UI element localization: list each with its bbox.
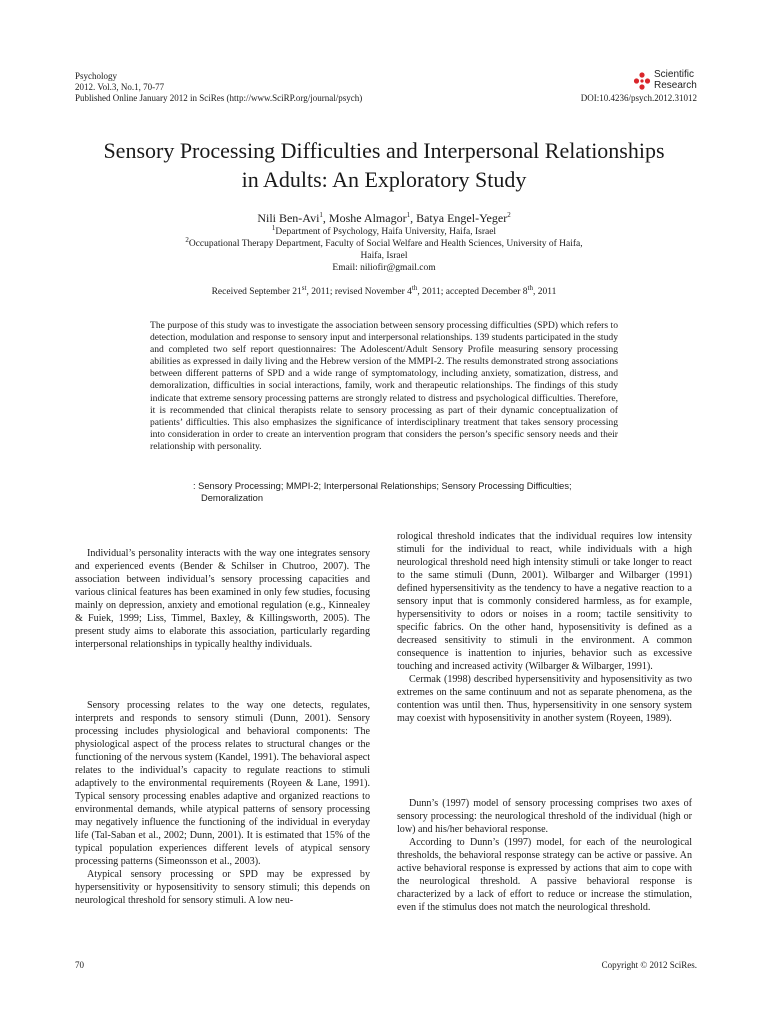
logo-mark-icon bbox=[632, 71, 652, 91]
keywords bbox=[193, 480, 613, 504]
journal-volume: 2012. Vol.3, No.1, 70-77 bbox=[75, 82, 165, 92]
keywords-line-2: Demoralization bbox=[201, 493, 264, 503]
affiliation-2: $^2$Occupational Therapy Department, Faculty of Social Welfare and Health Sciences, University of Haifa, bbox=[185, 235, 583, 249]
affiliations bbox=[60, 223, 708, 274]
author-sep: , bbox=[322, 211, 329, 225]
copyright: Copyright © 2012 SciRes. bbox=[601, 960, 697, 970]
paper-title bbox=[60, 136, 708, 194]
author-email: Email: niliofir@gmail.com bbox=[332, 263, 436, 273]
title-line-2: in Adults: An Exploratory Study bbox=[241, 167, 527, 192]
right-column-top bbox=[397, 530, 692, 725]
left-column-intro bbox=[75, 547, 370, 651]
abstract: The purpose of this study was to investigate the association between sensory processing difficulties (SPD) which refers to detection, modulation and response to sensory input and interpersonal relationships. 139 students participated in the study and completed two self report questionnaires: The Adolescent/Adult Sensory Profile measuring sensory processing abilities as expressed in daily living and the Hebrew version of the MMPI-2. The results demonstrated strong associations between different patterns of SPD and a wide range of symptomatology, including anxiety, somatization, distress, and demoralization, difficulties in social interactions, family, work and therapeutic relationships. The findings of this study indicate that extreme sensory processing patterns are strongly related to distress and psychological difficulties. Therefore, it is recommended that clinical therapists relate to sensory processing as part of their dynamic conceptualization of patients’ difficulties. This also emphasizes the significance of interdisciplinary treatment that takes sensory processing into consideration in order to create an intervention program that considers the person’s specific sensory needs and their relationship with personality. bbox=[150, 320, 618, 452]
doi: DOI:10.4236/psych.2012.31012 bbox=[580, 93, 697, 103]
author-name: Nili Ben-Avi bbox=[257, 211, 320, 225]
author-sep: , bbox=[410, 211, 417, 225]
title-line-1: Sensory Processing Difficulties and Interpersonal Relationships bbox=[103, 138, 665, 163]
journal-header bbox=[75, 71, 362, 104]
paragraph: According to Dunn’s (1997) model, for each of the neurological thresholds, the behavioral response strategy can be active or passive. An active behavioral response is expressed by actions that aim to cope with the neurological threshold. A passive behavioral response is characterized by a lack of effort to reduce or increase the stimulation, even if the stimulus does not match the neurological threshold. bbox=[397, 837, 692, 913]
received-dates: Received September 21st, 2011; revised November 4th, 2011; accepted December 8th, 2011 bbox=[211, 283, 557, 297]
paragraph: Atypical sensory processing or SPD may be expressed by hypersensitivity or hyposensitivity to sensory stimuli; this depends on neurological threshold for sensory stimuli. A low neu- bbox=[75, 869, 370, 906]
paragraph: Individual’s personality interacts with the way one integrates sensory and experienced events (Bender & Schilser in Chutroo, 2007). The association between individual’s sensory processing capacities and various clinical features has been examined in only few studies, focusing mainly on depression, anxiety and emotional regulation (e.g., Kinnealey & Fuiek, 1999; Liss, Timmel, Baxley, & Killingsworth, 2005). The present study aims to elaborate this association, particularly regarding interpersonal relationships in typically healthy individuals. bbox=[75, 548, 370, 650]
paragraph: Sensory processing relates to the way one detects, regulates, interprets and responds to sensory stimuli (Dunn, 2001). Sensory processing includes physiological and behavioral components: The physiological aspect of the process relates to structural changes or the functioning of the nervous system (Kandel, 1991). The behavioral aspect relates to the individual’s capacity to regulate reactions to stimuli adaptively to the environmental requirements (Royeen & Lane, 1991). Typical sensory processing enables adaptive and organized reactions to environmental demands, while atypical patterns of sensory processing may negatively influence the functioning of the individual in everyday life (Tal-Saban et al., 2002; Dunn, 2001). It is estimated that 15% of the typical population experiences different levels of atypical sensory processing patterns (Simeonsson et al., 2003). bbox=[75, 700, 370, 867]
author-sup: 2 bbox=[507, 211, 511, 219]
affiliation-2-cont: Haifa, Israel bbox=[360, 251, 408, 261]
author-sup: 1 bbox=[406, 211, 411, 219]
paragraph: Cermak (1998) described hypersensitivity and hyposensitivity as two extremes on the same continuum and not as separate phenomena, as the contention was until then. Thus, hypersensitivity in one sensory system may coexist with hyposensitivity in another system (Royeen, 1989). bbox=[397, 674, 692, 724]
author-name: Batya Engel-Yeger bbox=[416, 211, 508, 225]
page-number: 70 bbox=[75, 960, 84, 970]
author-list bbox=[60, 211, 708, 226]
logo-line-2: Research bbox=[654, 80, 697, 91]
journal-name: Psychology bbox=[75, 71, 118, 81]
right-column-bottom bbox=[397, 797, 692, 914]
author-sup: 1 bbox=[319, 211, 323, 219]
journal-published: Published Online January 2012 in SciRes (http://www.SciRP.org/journal/psych) bbox=[75, 93, 363, 103]
author-name: Moshe Almagor bbox=[328, 211, 407, 225]
scientific-research-logo bbox=[632, 69, 702, 95]
logo-line-1: Scientific bbox=[654, 69, 695, 80]
left-column-body bbox=[75, 699, 370, 907]
paragraph: Dunn’s (1997) model of sensory processing comprises two axes of sensory processing: the neurological threshold of the individual (high or low) and his/her behavioral response. bbox=[397, 798, 692, 835]
keywords-line-1: : Sensory Processing; MMPI-2; Interpersonal Relationships; Sensory Processing Difficulties; bbox=[193, 481, 572, 491]
paragraph: rological threshold indicates that the individual requires low intensity stimuli for the individual to react, while individuals with a high neurological threshold need high intensity stimuli or take longer to react to the same stimuli (Dunn, 2001). Wilbarger and Wilbarger (1991) defined hypersensitivity as the tendency to have a negative reaction to a sensory input that is commonly considered harmless, as for example, hypersensitivity to odors or noises in a room; tactile sensitivity to specific fabrics. On the other hand, hyposensitivity is defined as a decreased sensitivity to stimuli in the environment. A common consequence is inattention to injuries, behavior such as excessive touching and increased activity (Wilbarger & Wilbarger, 1991). bbox=[397, 531, 692, 672]
affiliation-1: $^1$Department of Psychology, Haifa University, Haifa, Israel bbox=[271, 223, 497, 237]
